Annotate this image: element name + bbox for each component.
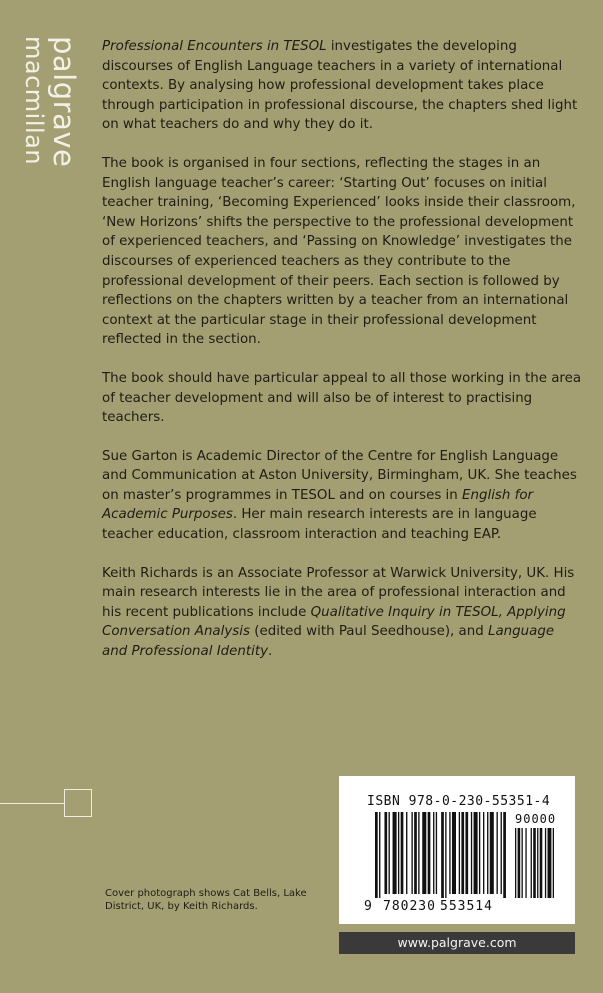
brand-line-macmillan: macmillan	[20, 36, 48, 166]
addon-bar	[525, 828, 526, 898]
decorative-square	[64, 789, 92, 817]
bio-richards-part1: Keith Richards is an Associate Professor at Warwick University, UK. His main research interests lie in the area of professional interaction and his recent publications include	[102, 565, 575, 620]
barcode-bar	[393, 812, 397, 894]
addon-bar	[540, 828, 543, 898]
barcode-bar	[379, 812, 380, 898]
barcode-bar	[445, 812, 446, 898]
barcode-bar	[474, 812, 478, 894]
addon-bar	[531, 828, 532, 898]
publisher-url[interactable]: www.palgrave.com	[339, 932, 575, 954]
barcode-bar	[418, 812, 419, 894]
barcode-bar	[490, 812, 494, 894]
barcode-bar	[452, 812, 456, 894]
barcode-bar	[414, 812, 417, 894]
author-bio-sue-garton	[102, 447, 582, 545]
addon-bar	[518, 828, 521, 898]
isbn-label: ISBN 978-0-230-55351-4	[367, 794, 551, 809]
barcode-bar	[375, 812, 378, 898]
addon-bar	[537, 828, 538, 898]
intro-text: investigates the developing discourses of English Language teachers in a variety of international contexts. By analysing how professional development takes place through participation in professional discourse, the chapters shed light on what teachers do and why they do it.	[102, 39, 578, 133]
back-cover-blurb	[102, 37, 582, 681]
barcode-bar	[398, 812, 399, 894]
barcode-bar	[401, 812, 404, 894]
barcode-bar	[497, 812, 498, 894]
blurb-paragraph-audience: The book should have particular appeal to all those working in the area of teacher development and will also be of interest to practising teachers.	[102, 370, 582, 426]
barcode-bar	[422, 812, 426, 894]
isbn-barcode	[339, 776, 575, 924]
barcode-bar	[428, 812, 431, 894]
blurb-paragraph-sections: The book is organised in four sections, reflecting the stages in an English language teacher’s career: ‘Starting Out’ focuses on initial teacher training, ‘Becoming Experienced’ looks inside their classroom, ‘New Horizons’ shifts the perspective to the professional development of experienced teachers, and ‘Passing on Knowledge’ investigates the discourses of experienced teachers as they contribute to the professional development of their peers. Each section is followed by reflections on the chapters written by a teacher from an international context at the particular stage in their professional development reflected in the section.	[102, 155, 576, 348]
barcode-first-digit: 9	[364, 899, 372, 914]
addon-bar	[522, 828, 523, 898]
barcode-bar	[465, 812, 468, 894]
barcode-bar	[411, 812, 412, 894]
bio-garton-italic: English for Academic Purposes	[102, 487, 534, 523]
barcode-bar	[384, 812, 387, 894]
bio-garton-part2: . Her main research interests are in language teacher education, classroom interaction and teaching EAP.	[102, 507, 537, 543]
barcode-bar	[487, 812, 488, 894]
barcode-bar	[406, 812, 407, 894]
barcode-bar	[459, 812, 460, 894]
barcode-bar	[501, 812, 502, 894]
decorative-line	[0, 803, 64, 804]
addon-bar	[533, 828, 536, 898]
barcode-bar	[389, 812, 390, 894]
book-title-italic: Professional Encounters in TESOL	[102, 39, 327, 54]
bio-richards-part3: .	[268, 644, 273, 660]
ean13-bars	[375, 812, 506, 898]
addon-bar	[515, 828, 516, 898]
barcode-bar	[436, 812, 437, 894]
barcode-bar	[461, 812, 464, 894]
addon-bar	[553, 828, 554, 898]
author-bio-keith-richards	[102, 564, 582, 662]
bio-richards-italic2: Language and Professional Identity	[102, 624, 555, 660]
barcode-bar	[479, 812, 480, 894]
cover-photo-caption: Cover photograph shows Cat Bells, Lake District, UK, by Keith Richards.	[105, 888, 307, 912]
addon-bars	[515, 828, 554, 898]
barcode-bar	[433, 812, 434, 894]
barcode-bar	[449, 812, 450, 894]
bio-garton-part1: Sue Garton is Academic Director of the Centre for English Language and Communication at Aston University, Birmingham, UK. She teaches on master’s programmes in TESOL and on courses in	[102, 448, 577, 503]
barcode-bar	[471, 812, 472, 894]
barcode-bar	[483, 812, 484, 894]
barcode-bar	[441, 812, 444, 898]
addon-bar	[545, 828, 546, 898]
addon-bar	[548, 828, 552, 898]
barcode-bar	[503, 812, 506, 898]
barcode-graphic	[339, 776, 575, 924]
barcode-price-code: 90000	[515, 812, 557, 826]
brand-line-palgrave: palgrave	[47, 36, 81, 168]
bio-richards-part2: (edited with Paul Seedhouse), and	[249, 624, 489, 640]
barcode-left-digits: 780230	[383, 899, 436, 914]
palgrave-macmillan-logo	[12, 36, 82, 186]
blurb-paragraph-intro	[102, 37, 582, 135]
bio-richards-italic1: Qualitative Inquiry in TESOL, Applying Conversation Analysis	[102, 604, 566, 640]
barcode-right-digits: 553514	[440, 899, 493, 914]
